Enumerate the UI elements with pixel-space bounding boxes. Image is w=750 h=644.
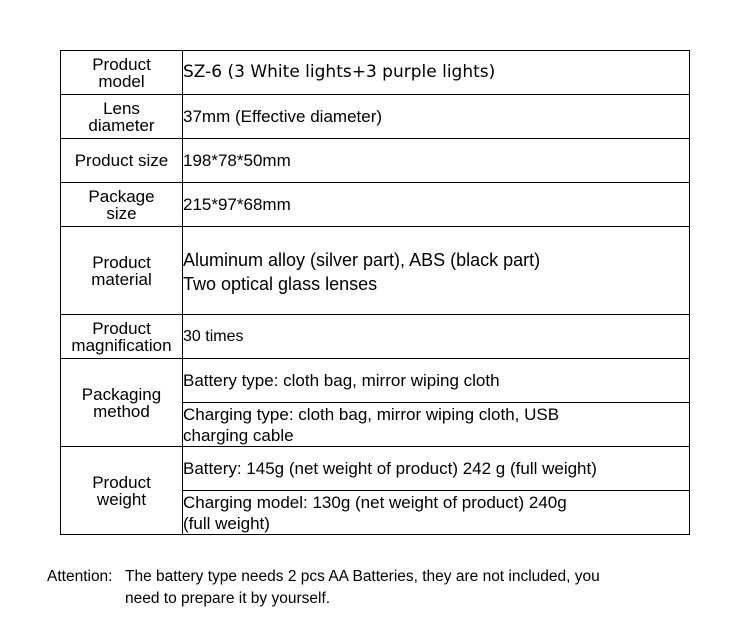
value-line: Two optical glass lenses — [183, 273, 378, 294]
value-line: 198*78*50mm — [183, 151, 291, 170]
label-line: Packaging — [81, 384, 162, 404]
value-line: Battery: 145g (net weight of product) 242 g (full weight) — [183, 459, 597, 478]
label-line: Product size — [74, 151, 169, 170]
attention-line: need to prepare it by yourself. — [125, 590, 331, 607]
attention-label: Attention: — [47, 568, 113, 585]
label-line: magnification — [71, 335, 172, 355]
row-value-product-size — [183, 139, 690, 183]
label-line: Product — [92, 54, 151, 74]
value-line: charging cable — [183, 425, 294, 445]
value-line: Charging model: 130g (net weight of product) 240g — [183, 492, 567, 512]
row-value-weight-battery — [183, 447, 690, 491]
row-value-packaging-charging — [183, 403, 690, 447]
label-line: Product — [92, 252, 151, 272]
row-label-product-magnification — [61, 315, 183, 359]
label-line: Package — [88, 186, 155, 206]
value-line: 30 times — [183, 328, 244, 345]
row-value-packaging-battery — [183, 359, 690, 403]
table-row — [61, 183, 690, 227]
label-line: Product — [92, 318, 151, 338]
row-label-product-weight — [61, 447, 183, 535]
row-value-package-size — [183, 183, 690, 227]
table-row — [61, 447, 690, 491]
row-value-product-material — [183, 227, 690, 315]
label-line: diameter — [88, 115, 155, 135]
label-line: size — [106, 203, 137, 223]
table-row — [61, 95, 690, 139]
label-line: weight — [96, 489, 147, 509]
row-label-product-size — [61, 139, 183, 183]
label-line: Lens — [103, 98, 140, 118]
table-row — [61, 315, 690, 359]
label-line: model — [98, 71, 145, 91]
table-row — [61, 227, 690, 315]
row-label-packaging-method — [61, 359, 183, 447]
row-label-package-size — [61, 183, 183, 227]
row-value-lens-diameter — [183, 95, 690, 139]
value-line: 37mm (Effective diameter) — [183, 107, 383, 126]
attention-text — [125, 566, 715, 610]
value-line: Charging type: cloth bag, mirror wiping cloth, USB — [183, 404, 560, 424]
row-label-product-model — [61, 51, 183, 95]
row-label-lens-diameter — [61, 95, 183, 139]
value-line: SZ-6 (3 White lights+3 purple lights) — [183, 62, 496, 82]
row-label-product-material — [61, 227, 183, 315]
value-line: Battery type: cloth bag, mirror wiping cloth — [183, 371, 500, 390]
label-line: material — [91, 269, 152, 289]
row-value-product-model — [183, 51, 690, 95]
row-value-weight-charging — [183, 491, 690, 535]
table-row — [61, 139, 690, 183]
label-line: method — [93, 401, 150, 421]
label-line: Product — [92, 472, 151, 492]
table-row — [61, 359, 690, 403]
table-row — [61, 51, 690, 95]
value-line: (full weight) — [183, 513, 270, 533]
attention-line: The battery type needs 2 pcs AA Batteries, they are not included, you — [125, 568, 600, 585]
value-line: Aluminum alloy (silver part), ABS (black part) — [183, 249, 541, 270]
value-line: 215*97*68mm — [183, 195, 291, 214]
row-value-product-magnification — [183, 315, 690, 359]
spec-table — [60, 50, 690, 535]
